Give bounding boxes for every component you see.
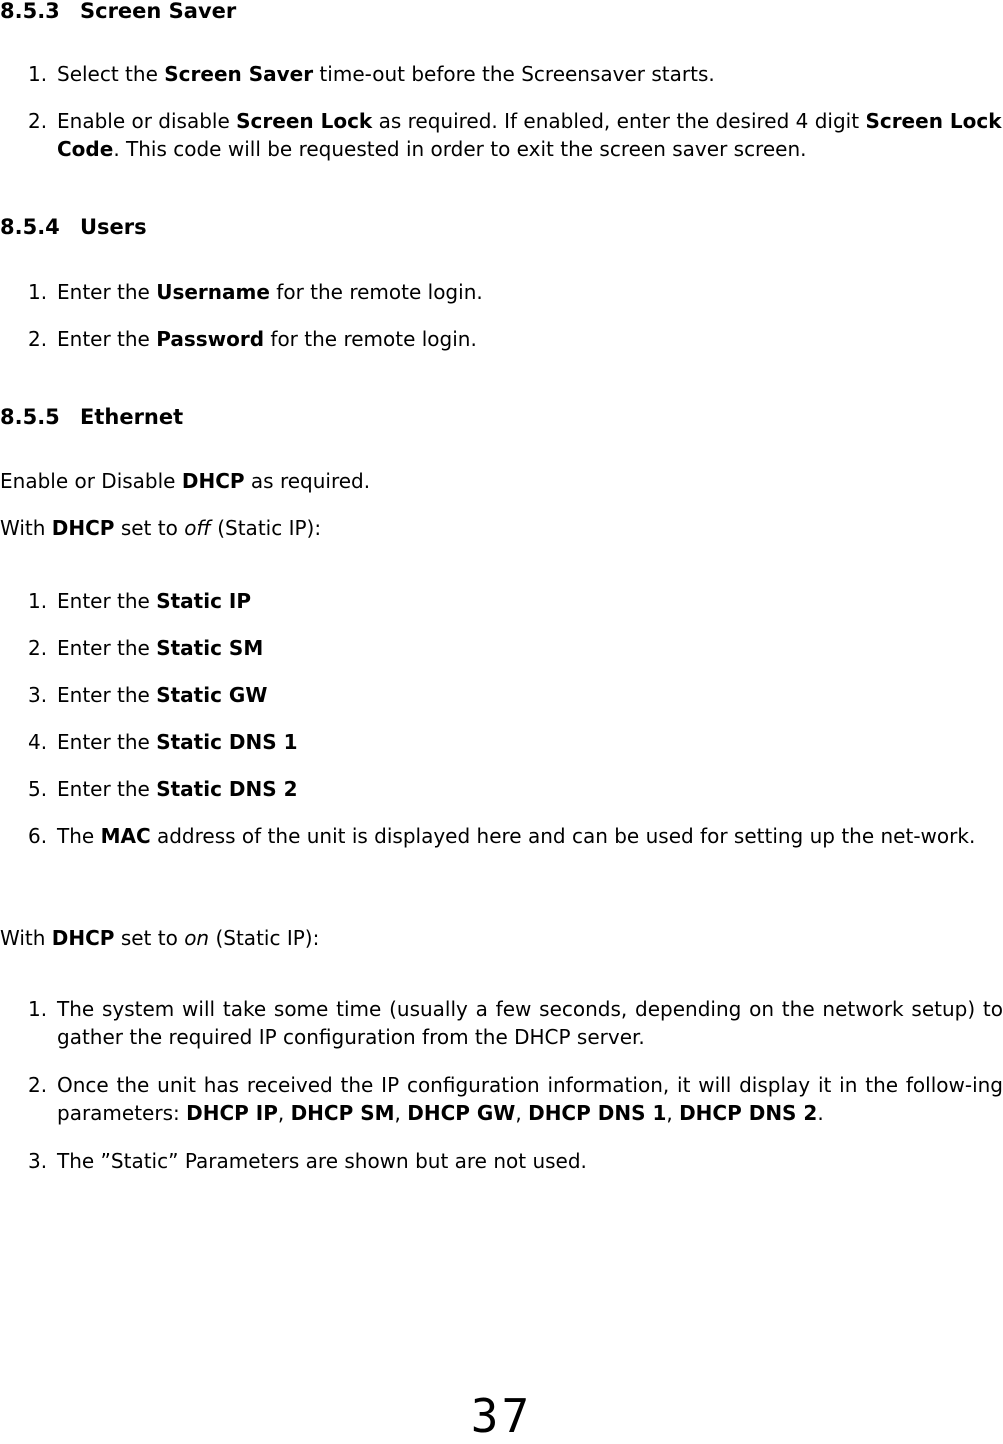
list-item: 3. The ”Static” Parameters are shown but are not used. [28,1147,1003,1175]
section-title: Users [80,215,147,239]
list-item-text: Enter the Static DNS 1 [57,730,298,754]
list-item-text: Select the Screen Saver time-out before the Screensaver starts. [57,62,715,86]
list-item: 1. Select the Screen Saver time-out before the Screensaver starts. [28,60,1003,88]
section-heading-users [0,214,147,240]
list-item-text: Enter the Static SM [57,636,264,660]
list-item-text: The system will take some time (usually a few seconds, depending on the network setup) to gather the required IP configuration from the DHCP server. [57,997,1003,1049]
list-item-text: Enter the Static DNS 2 [57,777,298,801]
list-item-text: Enable or disable Screen Lock as required. If enabled, enter the desired 4 digit Screen Lock Code. This code will be requested in order to exit the screen saver screen. [57,109,1002,161]
list-item: 1. Enter the Static IP [28,587,1003,615]
list-item: 3. Enter the Static GW [28,681,1003,709]
section-title: Ethernet [80,405,184,429]
list-item-text: Enter the Static GW [57,683,268,707]
section-number: 8.5.4 [0,215,60,239]
list-item: 6. The MAC address of the unit is displayed here and can be used for setting up the net-work. [28,822,1003,850]
list-item: 4. Enter the Static DNS 1 [28,728,1003,756]
paragraph-dhcp-intro: Enable or Disable DHCP as required. [0,469,371,493]
list-item-text: Enter the Username for the remote login. [57,280,483,304]
paragraph-dhcp-on: With DHCP set to on (Static IP): [0,926,320,950]
page-number: 37 [470,1389,533,1443]
section-heading-ethernet [0,404,183,430]
list-item: 1. The system will take some time (usually a few seconds, depending on the network setup) to gather the required IP configuration from the DHCP server. [28,997,1003,1049]
list-item-text: The ”Static” Parameters are shown but are not used. [57,1149,587,1173]
list-item: 2. Enable or disable Screen Lock as required. If enabled, enter the desired 4 digit Screen Lock Code. This code will be requested in order to exit the screen saver screen. [28,109,1002,161]
list-item-text: Enter the Static IP [57,589,252,613]
section-number: 8.5.5 [0,405,60,429]
section-heading-screen-saver [0,0,236,24]
list-item-text: The MAC address of the unit is displayed here and can be used for setting up the net-work. [57,824,976,848]
section-number: 8.5.3 [0,0,60,23]
list-item: 2. Once the unit has received the IP configuration information, it will display it in the follow-ing parameters: DHCP IP, DHCP SM, DHCP GW, DHCP DNS 1, DHCP DNS 2. [28,1073,1003,1125]
list-item: 1. Enter the Username for the remote login. [28,278,1003,306]
paragraph-dhcp-off: With DHCP set to off (Static IP): [0,516,322,540]
list-item-text: Enter the Password for the remote login. [57,327,477,351]
list-item: 2. Enter the Password for the remote login. [28,325,1003,353]
list-item: 5. Enter the Static DNS 2 [28,775,1003,803]
list-item-text: Once the unit has received the IP configuration information, it will display it in the follow-ing parameters: DHCP IP, DHCP SM, DHCP GW, DHCP DNS 1, DHCP DNS 2. [57,1073,1003,1125]
list-item: 2. Enter the Static SM [28,634,1003,662]
section-title: Screen Saver [80,0,237,23]
